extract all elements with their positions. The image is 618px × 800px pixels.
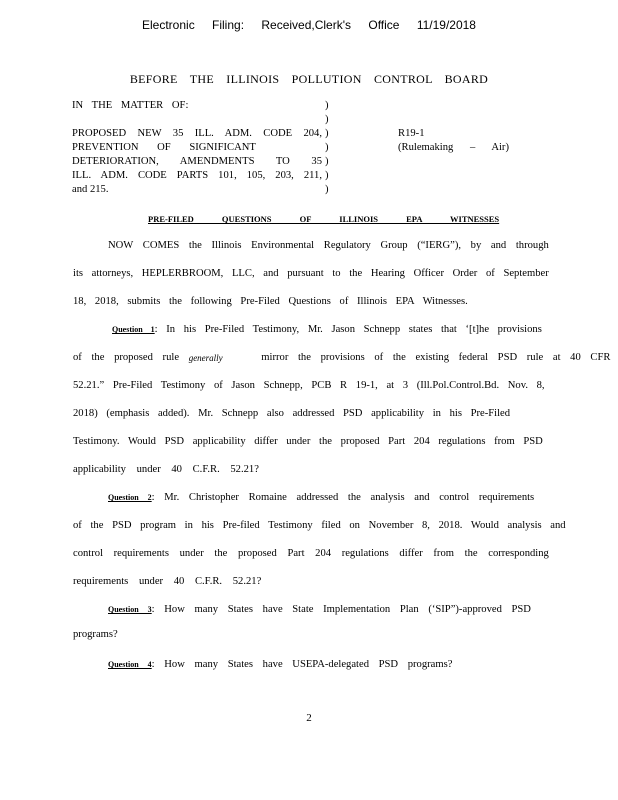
docket-number: R19-1 bbox=[398, 128, 425, 139]
docket-type: (Rulemaking – Air) bbox=[398, 142, 509, 153]
intro-line-1: NOW COMES the Illinois Environmental Regulatory Group (“IERG”), by and through bbox=[108, 240, 549, 251]
caption-in-the-matter: IN THE MATTER OF: bbox=[72, 100, 189, 111]
emphasis-generally: generally bbox=[188, 353, 223, 363]
page-number: 2 bbox=[306, 712, 312, 724]
question-3-first-line bbox=[108, 603, 533, 617]
question-1-label: Question 1 bbox=[112, 325, 155, 334]
question-1-text: of the proposed rule bbox=[73, 352, 180, 363]
board-title: BEFORE THE ILLINOIS POLLUTION CONTROL BOARD bbox=[129, 72, 489, 86]
caption-paren: ) bbox=[325, 128, 329, 139]
question-1-text: mirror the provisions of the existing federal PSD rule at 40 CFR bbox=[261, 352, 611, 363]
question-1-line-6: applicability under 40 C.F.R. 52.21? bbox=[73, 464, 259, 475]
intro-line-3: 18, 2018, submits the following Pre-Filed Questions of Illinois EPA Witnesses. bbox=[73, 296, 468, 307]
question-1-line-4: 2018) (emphasis added). Mr. Schnepp also addressed PSD applicability in his Pre-Filed bbox=[73, 408, 511, 419]
question-2-line-2: of the PSD program in his Pre-filed Testimony filed on November 8, 2018. Would analysis and bbox=[73, 520, 566, 531]
question-3-text: : How many States have State Implementation Plan (‘SIP”)-approved PSD bbox=[151, 604, 531, 615]
question-2-line-4: requirements under 40 C.F.R. 52.21? bbox=[73, 576, 262, 587]
filing-stamp: Electronic Filing: Received,Clerk's Office 11/19/2018 bbox=[142, 18, 476, 32]
caption-paren: ) bbox=[325, 184, 329, 195]
question-2-line-3: control requirements under the proposed Part 204 regulations differ from the corresponding bbox=[73, 548, 549, 559]
intro-line-2: its attorneys, HEPLERBROOM, LLC, and pursuant to the Hearing Officer Order of September bbox=[73, 268, 549, 279]
caption-paren: ) bbox=[325, 142, 329, 153]
question-4-text: : How many States have USEPA-delegated PSD programs? bbox=[151, 659, 453, 670]
caption-paren: ) bbox=[325, 156, 329, 167]
caption-paren: ) bbox=[325, 100, 329, 111]
question-1-line-5: Testimony. Would PSD applicability differ under the proposed Part 204 regulations from PSD bbox=[73, 436, 543, 447]
caption-line-5: and 215. bbox=[72, 184, 109, 195]
question-3-label: Question 3 bbox=[108, 605, 152, 614]
question-4-first-line bbox=[108, 658, 533, 672]
caption-line-2: PREVENTION OF SIGNIFICANT bbox=[72, 142, 256, 153]
question-2-label: Question 2 bbox=[108, 493, 152, 502]
caption-line-1: PROPOSED NEW 35 ILL. ADM. CODE 204, bbox=[72, 128, 322, 139]
section-heading: PRE-FILED QUESTIONS OF ILLINOIS EPA WITNESSES bbox=[148, 214, 500, 224]
question-2-first-line bbox=[108, 491, 533, 505]
question-4-label: Question 4 bbox=[108, 660, 152, 669]
question-1-line-3: 52.21.” Pre-Filed Testimony of Jason Schnepp, PCB R 19-1, at 3 (Ill.Pol.Control.Bd. Nov. 8, bbox=[73, 380, 545, 391]
caption-line-3: DETERIORATION, AMENDMENTS TO 35 bbox=[72, 156, 322, 167]
question-3-line-2: programs? bbox=[73, 629, 118, 640]
question-1-line-2 bbox=[73, 351, 611, 365]
caption-paren: ) bbox=[325, 170, 329, 181]
question-1-first-line bbox=[112, 323, 542, 337]
question-1-text: : In his Pre-Filed Testimony, Mr. Jason Schnepp states that ‘[t]he provisions bbox=[154, 324, 542, 335]
caption-paren: ) bbox=[325, 114, 329, 125]
question-2-text: : Mr. Christopher Romaine addressed the analysis and control requirements bbox=[151, 492, 535, 503]
caption-line-4: ILL. ADM. CODE PARTS 101, 105, 203, 211, bbox=[72, 170, 322, 181]
